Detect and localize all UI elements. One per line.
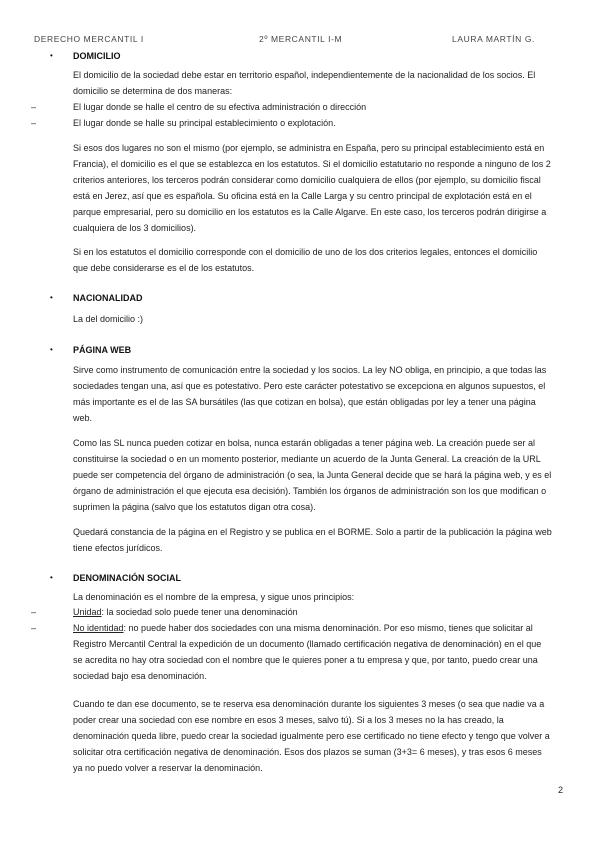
list-item-text (73, 604, 553, 620)
dash-icon: – (31, 102, 37, 112)
bullet-icon: • (50, 293, 53, 302)
denominacion-intro: La denominación es el nombre de la empresa, y sigue unos principios: (73, 592, 355, 602)
bullet-icon: • (50, 345, 53, 354)
pagina-web-paragraph-3: Quedará constancia de la página en el Registro y se publica en el BORME. Solo a partir de la publicación la página web tiene efectos jurídicos. (73, 527, 552, 553)
pagina-web-paragraph-2: Como las SL nunca pueden cotizar en bolsa, nunca estarán obligadas a tener página web. La creación puede ser al constituirse la sociedad o en un momento posterior, mediante un acuerdo de la Junta General. La creación de la URL puede ser competencia del órgano de administración (o sea, la Junta General decide que se hará la página web, y es el órgano de administración el que ejecuta esa decisión). También los órganos de administración son los que modifican o suprimen la página (salvo que los estatutos digan otra cosa). (73, 438, 552, 512)
nacionalidad-text: La del domicilio :) (73, 314, 144, 324)
term-unidad-text: : la sociedad solo puede tener una denominación (101, 607, 298, 617)
domicilio-intro: El domicilio de la sociedad debe estar en territorio español, independientemente de la nacionalidad de los socios. El domicilio se determina de dos maneras: (73, 70, 536, 96)
bullet-icon: • (50, 573, 53, 582)
term-no-identidad-text: : no puede haber dos sociedades con una misma denominación. Por eso mismo, tienes que solicitar al Registro Mercantil Central la expedición de un documento (llamado certificación negativa de denominación) en el que se acredita no hay otra sociedad con el nombre que le quieres poner a tu empresa y que, por tanto, puedo crear una sociedad bajo esa denominación. (73, 623, 542, 681)
dash-icon: – (31, 118, 37, 128)
page-number: 2 (557, 785, 563, 795)
domicilio-paragraph-3: Si en los estatutos el domicilio corresponde con el domicilio de uno de los dos criterios legales, entonces el domicilio que debe considerarse es el de los estatutos. (73, 247, 538, 273)
page-header (34, 34, 565, 48)
header-group: 2º MERCANTIL I-M (259, 34, 343, 44)
bullet-icon: • (50, 51, 53, 60)
list-item-text: El lugar donde se halle su principal establecimiento o explotación. (73, 118, 336, 128)
section-title-pagina-web: PÁGINA WEB (73, 345, 132, 355)
denominacion-paragraph-2: Cuando te dan ese documento, se te reserva esa denominación durante los siguientes 3 meses (o sea que nadie va a poder crear una sociedad con ese nombre en esos 3 meses, salvo tú). Si a los 3 meses no la has creado, la denominación queda libre, puedo crear la sociedad igualmente pero ese certificado no tiene efecto y tengo que volver a solicitar otra certificación negativa de denominación. Esos dos plazos se suman (3+3= 6 meses), y tras esos 6 meses ya no puedo volver a reservar la denominación. (73, 699, 550, 773)
domicilio-paragraph-2: Si esos dos lugares no son el mismo (por ejemplo, se administra en España, pero su principal establecimiento está en Francia), el domicilio es el que se establezca en los estatutos. Si el domicilio estatutario no responde a ninguno de los 2 criterios anteriores, los terceros podrán considerar como domicilio cualquiera de ellos (por ejemplo, su domicilio fiscal está en Jerez, así que es española. Su oficina está en la Calle Larga y su centro principal de explotación está en el parque empresarial, pero su domicilio en los estatutos es la Calle Algarve. En este caso, los terceros podrán dirigirse a cualquiera de los 3 domicilios). (73, 143, 551, 233)
list-item-text (73, 620, 553, 684)
section-title-domicilio: DOMICILIO (73, 51, 121, 61)
header-course: DERECHO MERCANTIL I (34, 34, 144, 44)
section-title-denominacion: DENOMINACIÓN SOCIAL (73, 573, 181, 583)
dash-icon: – (31, 607, 37, 617)
header-author: LAURA MARTÍN G. (452, 34, 535, 44)
dash-icon: – (31, 623, 37, 633)
section-title-nacionalidad: NACIONALIDAD (73, 293, 143, 303)
term-unidad: Unidad (73, 607, 102, 617)
list-item-text: El lugar donde se halle el centro de su efectiva administración o dirección (73, 102, 367, 112)
term-no-identidad: No identidad (73, 623, 124, 633)
pagina-web-paragraph-1: Sirve como instrumento de comunicación entre la sociedad y los socios. La ley NO obliga, en principio, a que todas las sociedades tengan una, así que es potestativo. Pero este carácter potestativo se excepciona en algunos supuestos, el más importante es el de las SA bursátiles (las que cotizan en bolsa), que están obligadas por ley a tener una página web. (73, 365, 547, 423)
